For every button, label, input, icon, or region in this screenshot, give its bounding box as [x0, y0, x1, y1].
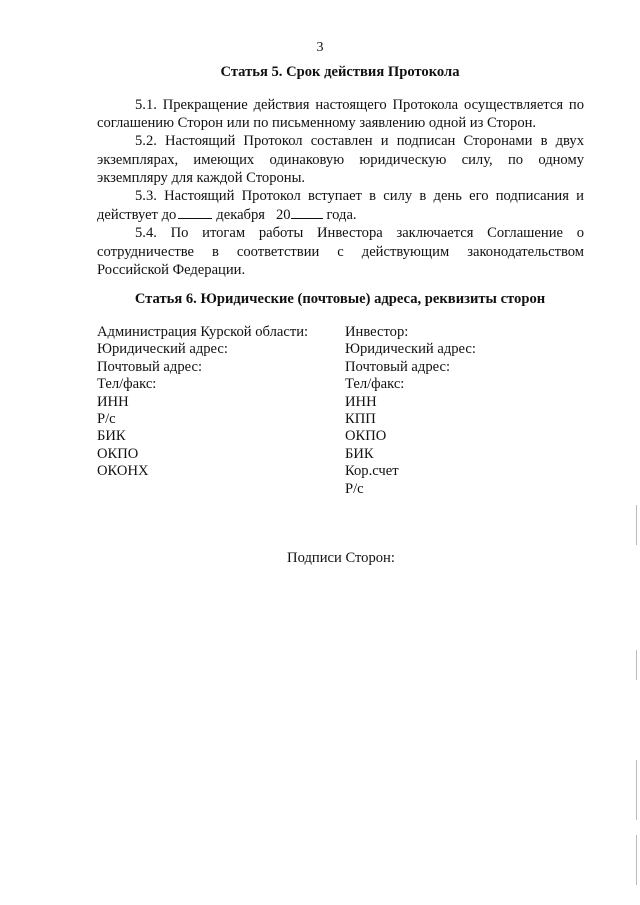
scan-edge-mark — [636, 505, 637, 545]
requisite-line: ОКПО — [97, 445, 139, 462]
article-5-heading: Статья 5. Срок действия Протокола — [220, 64, 460, 80]
requisite-line: Р/с — [345, 480, 364, 497]
clause-5-3-start: 5.3. Настоящий Протокол вступает в силу в день его подписания и действует до — [97, 188, 584, 224]
day-blank — [178, 205, 212, 219]
scan-edge-mark — [636, 760, 637, 820]
scan-edge-mark — [636, 650, 637, 680]
requisite-line: Р/с — [97, 411, 116, 428]
requisite-line: Администрация Курской области: — [97, 324, 309, 340]
administration-requisites — [97, 324, 332, 481]
clause-5-4: 5.4. По итогам работы Инвестора заключается Соглашение о сотрудничестве в соответствии с действующим законодательством Российской Федерации. — [97, 225, 584, 278]
article-6-heading: Статья 6. Юридические (почтовые) адреса, реквизиты сторон — [134, 291, 546, 307]
article-5-body — [97, 96, 584, 279]
signatures-label: Подписи Сторон: — [287, 550, 395, 566]
requisite-line: ИНН — [97, 393, 129, 410]
requisite-line: Кор.счет — [345, 463, 399, 480]
scan-edge-mark — [636, 835, 637, 885]
requisite-line: Инвестор: — [345, 324, 409, 340]
requisite-line: ИНН — [345, 393, 377, 410]
clause-5-3-end: года. — [326, 207, 357, 224]
page-number: 3 — [316, 40, 324, 55]
requisite-line: Почтовый адрес: — [97, 358, 203, 375]
clause-5-1: 5.1. Прекращение действия настоящего Протокола осуществляется по соглашению Сторон или по письменному заявлению одной из Сторон. — [97, 97, 584, 132]
year-blank — [291, 205, 323, 219]
requisite-line: Почтовый адрес: — [345, 358, 451, 375]
requisite-line: Тел/факс: — [345, 376, 405, 393]
requisite-line: КПП — [345, 411, 376, 428]
investor-requisites — [345, 324, 585, 498]
clause-5-3-month: декабря — [216, 207, 265, 224]
requisite-line: Юридический адрес: — [345, 341, 476, 358]
clause-5-3 — [97, 187, 584, 224]
requisite-line: Тел/факс: — [97, 376, 157, 393]
requisite-line: БИК — [97, 428, 126, 445]
requisite-line: ОКПО — [345, 428, 387, 445]
clause-5-3-year-prefix: 20 — [275, 207, 291, 224]
requisite-line: Юридический адрес: — [97, 341, 228, 358]
requisite-line: БИК — [345, 445, 374, 462]
requisite-line: ОКОНХ — [97, 463, 149, 480]
clause-5-2: 5.2. Настоящий Протокол составлен и подписан Сторонами в двух экземплярах, имеющих одинаковую юридическую силу, по одному экземпляру для каждой Стороны. — [97, 133, 584, 186]
